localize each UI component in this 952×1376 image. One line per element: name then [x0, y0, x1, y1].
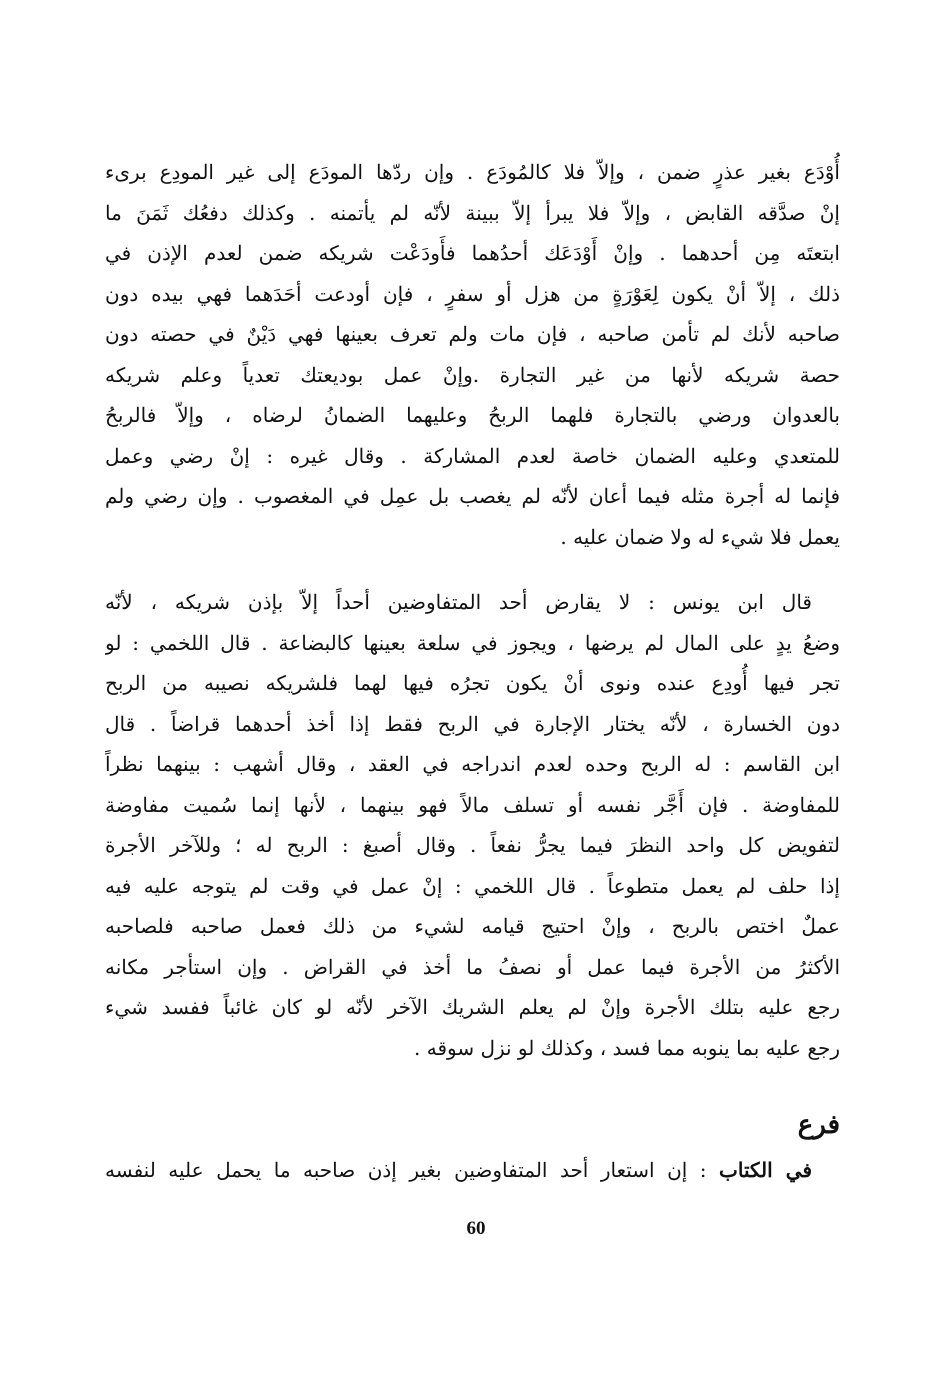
text-line: فإنما له أجرة مثله فيما أعان لأنّه لم يغصب بل عمِل في المغصوب . وإن رضي ولم	[105, 484, 840, 508]
text-line: الأكثرُ من الأجرة فيما عمل أو نصفُ ما أخذ في القراض . وإن استأجر مكانه	[105, 954, 840, 979]
text-line: تجر فيها أُودِع عنده ونوى أنْ يكون تجرُه فيها لهما فلشريكه نصيبه من الربح	[105, 671, 840, 695]
line-text: : إن استعار أحد المتفاوضين بغير إذن صاحبه ما يحمل عليه لنفسه	[105, 1158, 720, 1182]
page-number: 60	[466, 1218, 486, 1239]
text-line: لتفويض كل واحد النظرَ فيما يجرُّ نفعاً . وقال أصبغ : الربح له ؛ وللآخر الأجرة	[105, 833, 840, 857]
text-line: قال ابن يونس : لا يقارض أحد المتفاوضين أحداً إلاّ بإذن شريكه ، لأنّه	[105, 590, 812, 614]
text-line: ذلك ، إلاّ أنْ يكون لِعَوْرَةٍ من هزل أو سفرٍ ، فإن أودعت أحَدَهما فهي بيده دون	[105, 281, 840, 306]
text-line	[105, 1150, 840, 1191]
text-line: ابتعتَه مِن أحدهما . وإنْ أَوْدَعَك أحدُهما فأَودَعْت شريكه ضمن لعدم الإذن في	[105, 241, 840, 265]
text-line: بالعدوان ورضي بالتجارة فلهما الربحُ وعليهما الضمانُ لرضاه ، وإلاّ فالربحُ	[105, 403, 840, 427]
text-line: صاحبه لأنك لم تأمن صاحبه ، فإن مات ولم تعرف بعينها فهي دَيْنٌ في حصته دون	[105, 322, 840, 346]
text-line: رجع عليه بما ينوبه مما فسد ، وكذلك لو نزل سوقه .	[414, 1035, 840, 1060]
text-line: حصة شريكه لأنها من غير التجارة .وإنْ عمل بوديعتك تعدياً وعلم شريكه	[105, 362, 840, 387]
text-line: يعمل فلا شيء له ولا ضمان عليه .	[560, 524, 840, 549]
text-line: أُوْدَع بغير عذرٍ ضمن ، وإلاّ فلا كالمُودَع . وإن ردّها المودَع إلى غير المودِع برىء	[105, 160, 840, 184]
paragraph-2	[105, 582, 840, 1068]
paragraph-3	[105, 1150, 840, 1191]
text-line: رجع عليه بتلك الأجرة وإنْ لم يعلم الشريك الآخر لأنّه لو كان غائباً ففسد شيء	[105, 995, 840, 1019]
text-line: دون الخسارة ، لأنّه يختار الإجارة في الربح فقط إذا أخذ أحدهما قراضاً . قال	[105, 711, 840, 736]
text-line: إنْ صدَّقه القابض ، وإلاّ فلا يبرأ إلاّ ببينة لأنّه لم يأتمنه . وكذلك دفعُك ثَمَنَ ما	[105, 200, 840, 225]
lead-bold-text: في الكتاب	[719, 1158, 812, 1182]
text-line: للمفاوضة . فإن أَجَّر نفسه أو تسلف مالاً فهو بينهما ، لأنها إنما سُميت مفاوضة	[105, 792, 840, 817]
text-line: للمتعدي وعليه الضمان خاصة لعدم المشاركة . وقال غيره : إنْ رضي وعمل	[105, 443, 840, 468]
paragraph-1	[105, 152, 840, 557]
text-line: ابن القاسم : له الربح وحده لعدم اندراجه في العقد ، وقال أشهب : بينهما نظراً	[105, 752, 840, 776]
text-line: إذا حلف لم يعمل متطوعاً . قال اللخمي : إنْ عمل في وقت لم يتوجه عليه فيه	[105, 873, 840, 898]
text-line: وضعُ يدٍ على المال لم يرضها ، ويجوز في سلعة بعينها كالبضاعة . قال اللخمي : لو	[105, 630, 840, 655]
section-heading: فرع	[797, 1110, 840, 1140]
text-line: عملٌ اختص بالربح ، وإنْ احتيج قيامه لشيء من ذلك فعمل صاحبه فلصاحبه	[105, 914, 840, 938]
